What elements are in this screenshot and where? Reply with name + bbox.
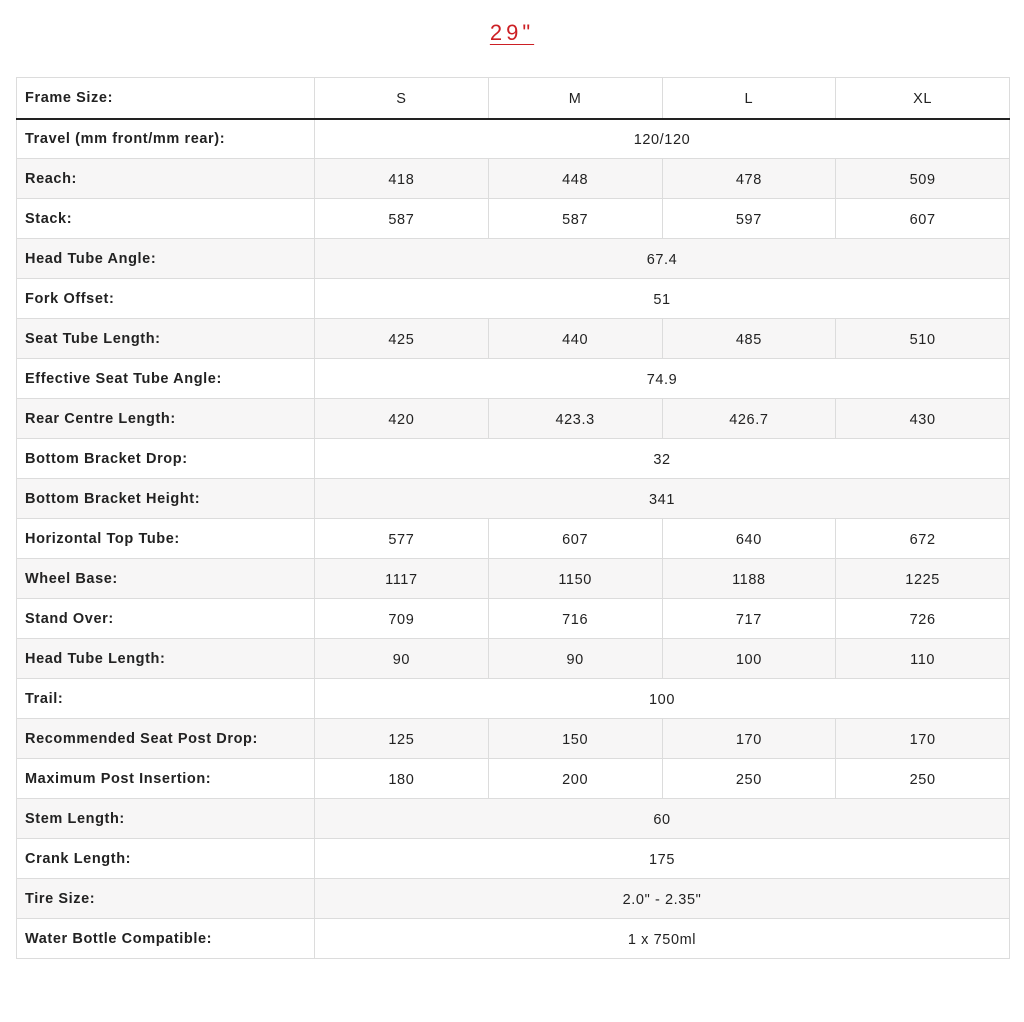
- row-value-xl: 607: [836, 199, 1010, 239]
- size-header-m: M: [488, 78, 662, 119]
- row-label: Water Bottle Compatible:: [17, 919, 315, 959]
- frame-size-header: Frame Size:: [17, 78, 315, 119]
- row-label: Trail:: [17, 679, 315, 719]
- row-value-m: 90: [488, 639, 662, 679]
- row-value-l: 426.7: [662, 399, 836, 439]
- row-value-s: 180: [315, 759, 489, 799]
- row-value-s: 420: [315, 399, 489, 439]
- table-header-row: [17, 78, 1010, 119]
- table-row: [17, 919, 1010, 959]
- row-value-l: 640: [662, 519, 836, 559]
- wheel-size-title: 29": [489, 20, 535, 45]
- table-row: [17, 679, 1010, 719]
- table-row: [17, 239, 1010, 279]
- row-label: Seat Tube Length:: [17, 319, 315, 359]
- row-value-m: 607: [488, 519, 662, 559]
- table-row: [17, 279, 1010, 319]
- row-value-l: 1188: [662, 559, 836, 599]
- row-value-all-sizes: 175: [315, 839, 1010, 879]
- row-label: Rear Centre Length:: [17, 399, 315, 439]
- row-value-m: 440: [488, 319, 662, 359]
- row-label: Maximum Post Insertion:: [17, 759, 315, 799]
- table-row: [17, 119, 1010, 159]
- row-value-s: 577: [315, 519, 489, 559]
- row-value-s: 709: [315, 599, 489, 639]
- row-value-s: 418: [315, 159, 489, 199]
- row-label: Reach:: [17, 159, 315, 199]
- row-value-xl: 1225: [836, 559, 1010, 599]
- row-value-s: 90: [315, 639, 489, 679]
- table-row: [17, 759, 1010, 799]
- table-row: [17, 319, 1010, 359]
- row-value-all-sizes: 60: [315, 799, 1010, 839]
- row-value-xl: 430: [836, 399, 1010, 439]
- row-value-all-sizes: 120/120: [315, 119, 1010, 159]
- table-row: [17, 439, 1010, 479]
- row-label: Tire Size:: [17, 879, 315, 919]
- table-row: [17, 479, 1010, 519]
- row-value-s: 1117: [315, 559, 489, 599]
- row-value-xl: 170: [836, 719, 1010, 759]
- row-value-l: 597: [662, 199, 836, 239]
- table-row: [17, 599, 1010, 639]
- row-value-m: 716: [488, 599, 662, 639]
- row-label: Stem Length:: [17, 799, 315, 839]
- row-value-m: 1150: [488, 559, 662, 599]
- row-value-s: 425: [315, 319, 489, 359]
- table-row: [17, 159, 1010, 199]
- size-header-l: L: [662, 78, 836, 119]
- row-value-m: 423.3: [488, 399, 662, 439]
- row-label: Fork Offset:: [17, 279, 315, 319]
- row-value-s: 125: [315, 719, 489, 759]
- row-value-all-sizes: 67.4: [315, 239, 1010, 279]
- row-value-l: 478: [662, 159, 836, 199]
- row-value-m: 200: [488, 759, 662, 799]
- table-row: [17, 639, 1010, 679]
- size-header-xl: XL: [836, 78, 1010, 119]
- row-value-all-sizes: 32: [315, 439, 1010, 479]
- row-label: Bottom Bracket Drop:: [17, 439, 315, 479]
- row-value-all-sizes: 2.0" - 2.35": [315, 879, 1010, 919]
- row-value-all-sizes: 100: [315, 679, 1010, 719]
- geometry-table: [16, 77, 1010, 959]
- row-value-xl: 110: [836, 639, 1010, 679]
- row-value-l: 170: [662, 719, 836, 759]
- table-row: [17, 559, 1010, 599]
- table-row: [17, 199, 1010, 239]
- table-row: [17, 359, 1010, 399]
- row-value-all-sizes: 51: [315, 279, 1010, 319]
- table-row: [17, 879, 1010, 919]
- row-value-xl: 726: [836, 599, 1010, 639]
- row-value-all-sizes: 74.9: [315, 359, 1010, 399]
- row-label: Horizontal Top Tube:: [17, 519, 315, 559]
- row-value-xl: 510: [836, 319, 1010, 359]
- row-value-l: 485: [662, 319, 836, 359]
- row-label: Recommended Seat Post Drop:: [17, 719, 315, 759]
- row-value-l: 717: [662, 599, 836, 639]
- row-value-s: 587: [315, 199, 489, 239]
- row-value-m: 448: [488, 159, 662, 199]
- page-title: [0, 20, 1024, 46]
- table-body: [17, 119, 1010, 959]
- row-label: Stack:: [17, 199, 315, 239]
- row-value-all-sizes: 341: [315, 479, 1010, 519]
- table-row: [17, 519, 1010, 559]
- row-value-xl: 672: [836, 519, 1010, 559]
- row-value-m: 587: [488, 199, 662, 239]
- size-header-s: S: [315, 78, 489, 119]
- row-value-l: 250: [662, 759, 836, 799]
- row-label: Effective Seat Tube Angle:: [17, 359, 315, 399]
- row-label: Head Tube Length:: [17, 639, 315, 679]
- row-value-m: 150: [488, 719, 662, 759]
- row-label: Stand Over:: [17, 599, 315, 639]
- table-row: [17, 719, 1010, 759]
- table-row: [17, 399, 1010, 439]
- row-label: Crank Length:: [17, 839, 315, 879]
- row-value-all-sizes: 1 x 750ml: [315, 919, 1010, 959]
- table-row: [17, 799, 1010, 839]
- row-label: Wheel Base:: [17, 559, 315, 599]
- row-label: Head Tube Angle:: [17, 239, 315, 279]
- row-value-l: 100: [662, 639, 836, 679]
- row-value-xl: 250: [836, 759, 1010, 799]
- row-value-xl: 509: [836, 159, 1010, 199]
- table-row: [17, 839, 1010, 879]
- row-label: Travel (mm front/mm rear):: [17, 119, 315, 159]
- row-label: Bottom Bracket Height:: [17, 479, 315, 519]
